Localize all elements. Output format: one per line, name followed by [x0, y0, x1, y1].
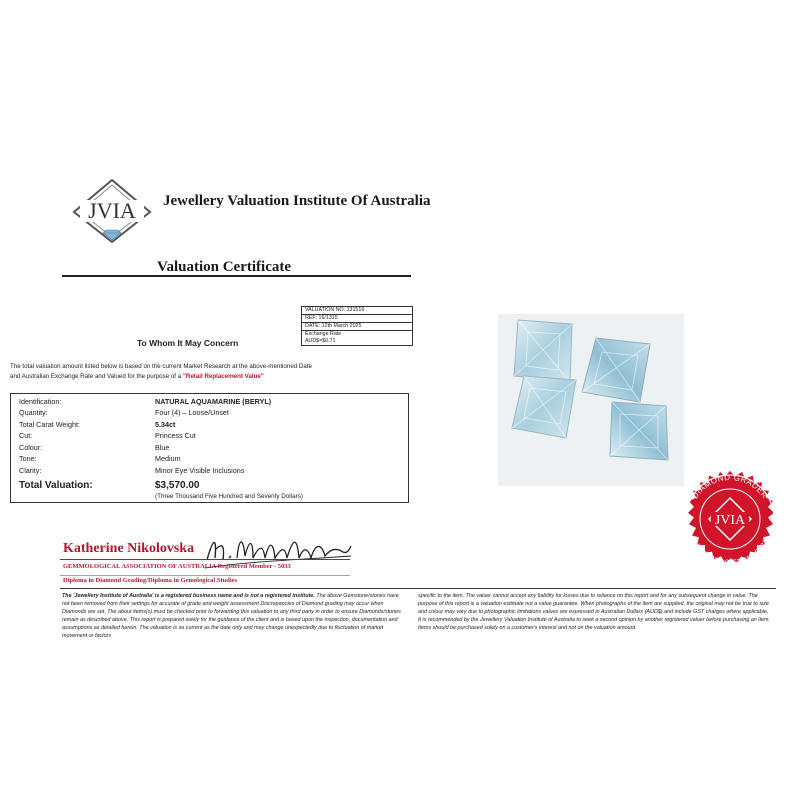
valuation-table: [10, 393, 409, 503]
diamond-grader-seal: [669, 458, 791, 580]
row-label: Cut:: [19, 431, 33, 440]
row-label: Identification:: [19, 397, 62, 406]
exchange-rate: [302, 331, 412, 345]
disclaimer-left-text: The above Gemstone/stones have not been removed from their settings for accurate of grade and weight assessment Discrepancies of Diamond grading may occur when Diamonds are set. The about items(s) must be checked prior to forwarding this valuation to any third party in order to ensure Diamonds/stones remain as described above. This report is prepared solely for the guidance of the client and is based upon the inspection, documentation and assumptions as detailed herein. The valuation is as current as the date only and may change unexpectedly due to fluctuation of market movement or factors: [62, 593, 401, 639]
to-whom-heading: To Whom It May Concern: [137, 338, 239, 348]
row-value: Princess Cut: [155, 431, 196, 440]
disclaimer-divider: [60, 588, 776, 589]
title-underline: [62, 275, 411, 277]
intro-line-2: [10, 372, 410, 382]
intro-line-1: The total valuation amount listed below is based on the current Market Research at the above-mentioned Date: [10, 363, 312, 370]
jvia-logo: [72, 178, 152, 244]
seal-bottom-text: GEMMOLOGIST NO 5033: [689, 537, 771, 568]
row-value: Minor Eye Visible Inclusions: [155, 466, 245, 475]
total-valuation-label: Total Valuation:: [19, 480, 93, 491]
disclaimer-registered-name: The 'Jewellery Institute of Australia' is a registered business name and is not a registered institute.: [62, 593, 315, 599]
disclaimer-right-column: specific to the item. The valuer cannot accept any liability for losses due to reliance on this report and for any subsequent change in value. The purpose of this report is a valuation estimate not a value guarantee. When photographs of the item are supplied, the original may not be true to size and colour may vary due to photographic limitations values are expressed in Australian Dollars (AUD$) and include GST charges where applicable. It is recommended by the Jewellery Valuation Institute of Australia to seek a second opinion by another registered valuer before purchasing an item. Items should be purchased solely on a customer's interest and not on the valuation amount.: [418, 593, 770, 631]
valuation-info-box: [301, 306, 413, 346]
reference-number: REF: 16/1315: [302, 315, 412, 323]
gem-1: [514, 320, 572, 382]
valuation-date: DATE: 12th March 2025: [302, 323, 412, 331]
intro-line-2-text: and Australian Exchange Rate and Valued for the purpose of a: [10, 373, 182, 380]
gemstone-photo-frame: [488, 302, 694, 496]
aquamarine-gems-image: [498, 314, 684, 486]
institute-name: Jewellery Valuation Institute Of Australia: [163, 193, 431, 209]
gem-3: [512, 376, 576, 438]
total-valuation-amount: $3,570.00: [155, 480, 200, 491]
certificate-title: Valuation Certificate: [157, 259, 292, 275]
valuation-number: VALUATION NO: 131516: [302, 307, 412, 315]
row-value: Medium: [155, 454, 181, 463]
signature-line: [60, 559, 350, 560]
row-label: Clarity:: [19, 466, 42, 475]
total-valuation-words: (Three Thousand Five Hundred and Seventy Dollars): [155, 493, 303, 500]
small-gem-icon: [103, 230, 121, 240]
row-label: Total Carat Weight:: [19, 420, 80, 429]
intro-paragraph: [10, 362, 410, 382]
row-value: Four (4) – Loose/Unset: [155, 408, 229, 417]
row-value: NATURAL AQUAMARINE (BERYL): [155, 397, 272, 406]
association-membership: GEMMOLOGICAL ASSOCIATION OF AUSTRALIA Registered Member - 5033: [63, 563, 291, 570]
seal-center-text: JVIA: [714, 513, 746, 528]
row-label: Colour:: [19, 443, 43, 452]
gem-4: [610, 402, 668, 460]
exchange-rate-value: AUD$=$0.71: [305, 338, 336, 344]
signature-line-secondary: [60, 575, 350, 576]
exchange-rate-label: Exchange Rate: [305, 331, 342, 337]
row-value: 5.34ct: [155, 420, 176, 429]
signatory-name: Katherine Nikolovska: [63, 541, 195, 556]
seal-top-text: DIAMOND GRADER: [690, 472, 770, 501]
diploma-credentials: Diploma in Diamond Grading/Diploma in Gemological Studies: [63, 577, 238, 584]
disclaimer-left-column: [62, 592, 405, 640]
logo-text: JVIA: [88, 198, 136, 223]
row-label: Tone:: [19, 454, 37, 463]
row-label: Quantity:: [19, 408, 48, 417]
gemstone-photo: [498, 314, 684, 486]
row-value: Blue: [155, 443, 170, 452]
gem-2: [582, 338, 650, 402]
retail-replacement-value: "Retail Replacement Value": [182, 373, 264, 380]
